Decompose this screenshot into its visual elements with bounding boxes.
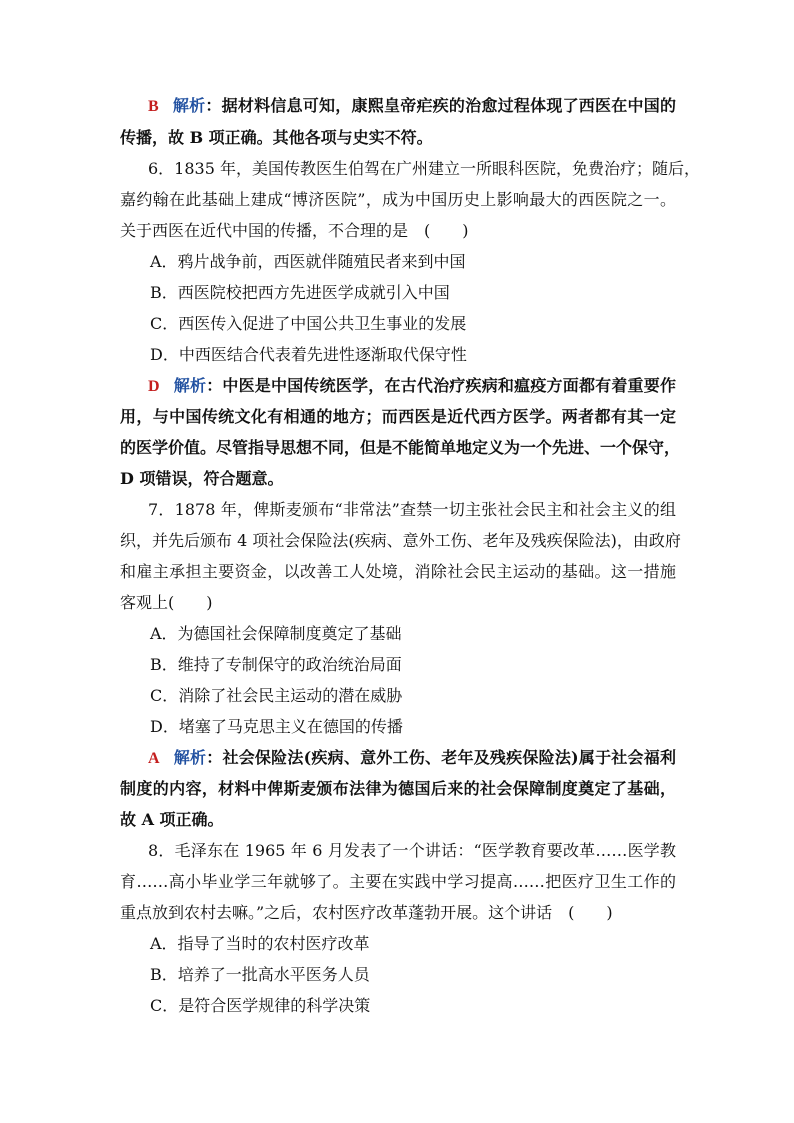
question-8-stem: 重点放到农村去嘛。”之后，农村医疗改革蓬勃开展。这个讲话 ( )	[120, 903, 613, 922]
explanation-text: ：据材料信息可知，康熙皇帝疟疾的治愈过程体现了西医在中国的	[205, 96, 676, 115]
question-8-option-a: A．指导了当时的农村医疗改革	[150, 934, 370, 953]
explanation-tag: 解析	[172, 96, 206, 115]
explanation-line: 传播，故 B 项正确。其他各项与史实不符。	[120, 128, 433, 147]
question-6-explanation	[148, 375, 676, 397]
question-7-option-d: D．堵塞了马克思主义在德国的传播	[150, 717, 403, 736]
question-6-option-c: C．西医传入促进了中国公共卫生事业的发展	[150, 314, 467, 333]
question-6-stem: 嘉约翰在此基础上建成“博济医院”，成为中国历史上影响最大的西医院之一。	[120, 190, 676, 209]
explanation-text: ：社会保险法(疾病、意外工伤、老年及残疾保险法)属于社会福利	[206, 748, 676, 767]
question-8-option-c: C．是符合医学规律的科学决策	[150, 996, 371, 1015]
question-7-stem: 客观上( )	[120, 593, 213, 612]
question-6-explanation: 用，与中国传统文化有相通的地方；而西医是近代西方医学。两者都有其一定	[120, 407, 676, 426]
answer-letter: D	[148, 378, 160, 395]
question-6-option-a: A．鸦片战争前，西医就伴随殖民者来到中国	[150, 252, 466, 271]
explanation-tag: 解析	[173, 376, 207, 395]
question-8-stem: 8．毛泽东在 1965 年 6 月发表了一个讲话：“医学教育要改革……医学教	[148, 841, 676, 860]
question-6-explanation: 的医学价值。尽管指导思想不同，但是不能简单地定义为一个先进、一个保守，	[120, 438, 681, 457]
question-7-stem: 7．1878 年，俾斯麦颁布“非常法”查禁一切主张社会民主和社会主义的组	[148, 500, 676, 519]
question-7-option-b: B．维持了专制保守的政治统治局面	[150, 655, 402, 674]
explanation-text: ：中医是中国传统医学，在古代治疗疾病和瘟疫方面都有着重要作	[206, 376, 676, 395]
explanation-tag: 解析	[173, 748, 207, 767]
question-7-explanation: 故 A 项正确。	[120, 810, 224, 829]
question-6-option-b: B．西医院校把西方先进医学成就引入中国	[150, 283, 450, 302]
question-6-option-d: D．中西医结合代表着先进性逐渐取代保守性	[150, 345, 467, 364]
explanation-line	[148, 95, 676, 117]
question-6-explanation: D 项错误，符合题意。	[120, 469, 284, 488]
answer-letter: A	[148, 750, 160, 767]
question-7-stem: 织，并先后颁布 4 项社会保险法(疾病、意外工伤、老年及残疾保险法)，由政府	[120, 531, 681, 550]
question-6-stem: 6．1835 年，美国传教医生伯驾在广州建立一所眼科医院，免费治疗；随后，	[148, 159, 700, 178]
question-7-option-c: C．消除了社会民主运动的潜在威胁	[150, 686, 403, 705]
question-8-option-b: B．培养了一批高水平医务人员	[150, 965, 370, 984]
answer-letter: B	[148, 98, 159, 115]
question-8-stem: 育……高小毕业学三年就够了。主要在实践中学习提高……把医疗卫生工作的	[120, 872, 676, 891]
question-7-explanation: 制度的内容，材料中俾斯麦颁布法律为德国后来的社会保障制度奠定了基础，	[120, 779, 676, 798]
question-7-stem: 和雇主承担主要资金，以改善工人处境，消除社会民主运动的基础。这一措施	[120, 562, 676, 581]
question-7-option-a: A．为德国社会保障制度奠定了基础	[150, 624, 402, 643]
question-7-explanation	[148, 747, 676, 769]
question-6-stem: 关于西医在近代中国的传播，不合理的是 ( )	[120, 221, 469, 240]
